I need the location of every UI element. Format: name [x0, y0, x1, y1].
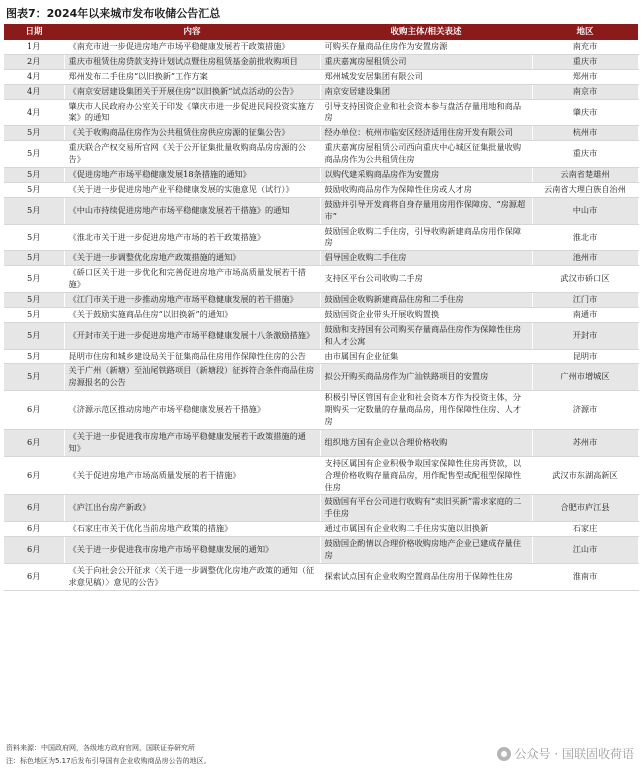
cell-content: 《南充市进一步促进房地产市场平稳健康发展若干政策措施》 — [64, 40, 320, 54]
cell-content: 《关于收购商品住房作为公共租赁住房供应房源的征集公告》 — [64, 126, 320, 141]
cell-content: 关于广州（新塘）至汕尾铁路项目（新塘段）征拆符合条件商品住房房源报名的公告 — [64, 364, 320, 391]
cell-month: 5月 — [4, 307, 64, 322]
cell-content: 《开封市关于进一步促进房地产市场平稳健康发展十八条激励措施》 — [64, 322, 320, 349]
cell-month: 6月 — [4, 456, 64, 495]
cell-content: 《关于进一步调整优化房地产政策措施的通知》 — [64, 251, 320, 266]
cell-content: 《石家庄市关于优化当前房地产政策的措施》 — [64, 522, 320, 537]
cell-region: 南通市 — [532, 307, 638, 322]
cell-subject: 郑州城发安居集团有限公司 — [320, 69, 532, 84]
table-row — [4, 40, 638, 54]
cell-region: 云南省楚雄州 — [532, 168, 638, 183]
cell-content: 《江门市关于进一步推动房地产市场平稳健康发展的若干措施》 — [64, 293, 320, 308]
table-row — [4, 522, 638, 537]
cell-month: 5月 — [4, 126, 64, 141]
cell-subject: 重庆嘉寓房屋租赁公司西向重庆中心城区征集批量收购商品房作为公共租赁住房 — [320, 141, 532, 168]
cell-month: 2月 — [4, 54, 64, 69]
table-row — [4, 126, 638, 141]
cell-subject: 倡导国企收购二手住房 — [320, 251, 532, 266]
footnote: 注：标色地区为5.17后发布引导国有企业收购商品房公告的地区。 — [6, 757, 211, 765]
table-row — [4, 69, 638, 84]
table-row — [4, 429, 638, 456]
cell-month: 6月 — [4, 391, 64, 430]
cell-region: 南充市 — [532, 40, 638, 54]
table-row — [4, 456, 638, 495]
cell-content: 《济源示范区推动房地产市场平稳健康发展若干措施》 — [64, 391, 320, 430]
cell-region: 郑州市 — [532, 69, 638, 84]
cell-content: 《关于进一步促进我市房地产市场平稳健康发展若干政策措施的通知》 — [64, 429, 320, 456]
cell-month: 5月 — [4, 224, 64, 251]
cell-region: 开封市 — [532, 322, 638, 349]
cell-subject: 组织地方国有企业以合理价格收购 — [320, 429, 532, 456]
cell-subject: 由市属国有企业征集 — [320, 349, 532, 364]
header-region: 地区 — [532, 24, 638, 40]
cell-month: 6月 — [4, 429, 64, 456]
wechat-icon — [497, 747, 511, 761]
cell-content: 《关于鼓励实施商品住房“以旧换新”的通知》 — [64, 307, 320, 322]
cell-region: 广州市增城区 — [532, 364, 638, 391]
cell-subject: 以购代建采购商品房作为安置房 — [320, 168, 532, 183]
cell-month: 6月 — [4, 563, 64, 590]
cell-content: 《南京安居建设集团关于开展住房“以旧换新”试点活动的公告》 — [64, 84, 320, 99]
cell-region: 池州市 — [532, 251, 638, 266]
cell-month: 4月 — [4, 99, 64, 126]
cell-region: 苏州市 — [532, 429, 638, 456]
table-row — [4, 197, 638, 224]
cell-region: 昆明市 — [532, 349, 638, 364]
cell-region: 重庆市 — [532, 141, 638, 168]
cell-month: 5月 — [4, 251, 64, 266]
cell-region: 重庆市 — [532, 54, 638, 69]
cell-region: 济源市 — [532, 391, 638, 430]
cell-content: 《庐江出台房产新政》 — [64, 495, 320, 522]
cell-region: 武汉市硚口区 — [532, 266, 638, 293]
table-row — [4, 182, 638, 197]
cell-subject: 支持区平台公司收购二手房 — [320, 266, 532, 293]
watermark — [497, 745, 634, 762]
table-row — [4, 224, 638, 251]
cell-region: 南京市 — [532, 84, 638, 99]
cell-month: 6月 — [4, 537, 64, 564]
cell-month: 5月 — [4, 168, 64, 183]
cell-subject: 鼓励并引导开发商将自身存量用房用作保障房、“房源超市” — [320, 197, 532, 224]
cell-content: 《淮北市关于进一步促进房地产市场的若干政策措施》 — [64, 224, 320, 251]
cell-subject: 鼓励国企收购新建商品住房和二手住房 — [320, 293, 532, 308]
cell-month: 4月 — [4, 69, 64, 84]
table-row — [4, 391, 638, 430]
header-month: 日期 — [4, 24, 64, 40]
cell-month: 5月 — [4, 266, 64, 293]
table-row — [4, 364, 638, 391]
cell-content: 《硚口区关于进一步优化和完善促进房地产市场高质量发展若干措施》 — [64, 266, 320, 293]
cell-content: 肇庆市人民政府办公室关于印发《肇庆市进一步促进民间投资实施方案》的通知 — [64, 99, 320, 126]
cell-month: 6月 — [4, 522, 64, 537]
table-row — [4, 266, 638, 293]
cell-subject: 鼓励国资企业带头开展收购置换 — [320, 307, 532, 322]
cell-content: 《关于进一步促进房地产业平稳健康发展的实施意见（试行）》 — [64, 182, 320, 197]
cell-content: 郑州发布二手住房“以旧换新”工作方案 — [64, 69, 320, 84]
table-row — [4, 54, 638, 69]
table-row — [4, 168, 638, 183]
table-row — [4, 537, 638, 564]
cell-subject: 引导支持国资企业和社会资本参与盘活存量用地和商品房 — [320, 99, 532, 126]
table-row — [4, 99, 638, 126]
cell-content: 《关于进一步促进我市房地产市场平稳健康发展的通知》 — [64, 537, 320, 564]
cell-month: 6月 — [4, 495, 64, 522]
table-body — [4, 40, 638, 590]
cell-region: 肇庆市 — [532, 99, 638, 126]
cell-content: 重庆联合产权交易所官网《关于公开征集批量收购商品房房源的公告》 — [64, 141, 320, 168]
figure-title: 图表7：2024年以来城市发布收储公告汇总 — [6, 7, 221, 20]
cell-content: 《关于向社会公开征求〈关于进一步调整优化房地产政策的通知（征求意见稿）〉意见的公告》 — [64, 563, 320, 590]
cell-subject: 经办单位：杭州市临安区经济适用住房开发有限公司 — [320, 126, 532, 141]
table-row — [4, 322, 638, 349]
source-note: 资料来源：中国政府网，各级地方政府官网，国联证券研究所 — [6, 744, 195, 752]
header-content: 内容 — [64, 24, 320, 40]
cell-content: 重庆市租赁住房贷款支持计划试点暨住房租赁基金前批收购项目 — [64, 54, 320, 69]
cell-region: 淮南市 — [532, 563, 638, 590]
cell-region: 江门市 — [532, 293, 638, 308]
cell-month: 5月 — [4, 182, 64, 197]
cell-subject: 支持区属国有企业积极争取国家保障性住房再贷款，以合理价格收购存量商品房，用作配售型或配租型保障性住房 — [320, 456, 532, 495]
cell-subject: 鼓励国企收购二手住房，引导收购新建商品房用作保障房 — [320, 224, 532, 251]
cell-month: 5月 — [4, 293, 64, 308]
table-row — [4, 251, 638, 266]
cell-subject: 鼓励收购商品房作为保障性住房或人才房 — [320, 182, 532, 197]
table-row — [4, 293, 638, 308]
cell-month: 5月 — [4, 364, 64, 391]
cell-subject: 鼓励国企酌情以合理价格收购房地产企业已建成存量住房 — [320, 537, 532, 564]
cell-content: 《关于促进房地产市场高质量发展的若干措施》 — [64, 456, 320, 495]
cell-content: 《促进房地产市场平稳健康发展18条措施的通知》 — [64, 168, 320, 183]
table-row — [4, 349, 638, 364]
cell-region: 淮北市 — [532, 224, 638, 251]
cell-content: 昆明市住房和城乡建设局关于征集商品住房用作保障性住房的公告 — [64, 349, 320, 364]
cell-subject: 重庆嘉寓房屋租赁公司 — [320, 54, 532, 69]
policy-table — [4, 24, 639, 591]
cell-region: 杭州市 — [532, 126, 638, 141]
cell-month: 5月 — [4, 141, 64, 168]
cell-subject: 拟公开购买商品房作为广汕铁路项目的安置房 — [320, 364, 532, 391]
cell-subject: 南京安居建设集团 — [320, 84, 532, 99]
table-row — [4, 141, 638, 168]
cell-region: 石家庄 — [532, 522, 638, 537]
cell-subject: 积极引导区管国有企业和社会资本方作为投资主体，分期购买一定数量的存量商品房，用作保障性住房、人才房 — [320, 391, 532, 430]
table-header-row — [4, 24, 638, 40]
watermark-text: 公众号 · 国联固收荷语 — [514, 747, 634, 761]
cell-subject: 鼓励国有平台公司进行收购有“卖旧买新”需求家庭的二手住房 — [320, 495, 532, 522]
table-row — [4, 563, 638, 590]
table-row — [4, 495, 638, 522]
cell-subject: 可购买存量商品住房作为安置房源 — [320, 40, 532, 54]
cell-region: 合肥市庐江县 — [532, 495, 638, 522]
cell-month: 4月 — [4, 84, 64, 99]
cell-month: 5月 — [4, 349, 64, 364]
header-subject: 收购主体/相关表述 — [320, 24, 532, 40]
cell-region: 江山市 — [532, 537, 638, 564]
cell-region: 武汉市东湖高新区 — [532, 456, 638, 495]
cell-month: 5月 — [4, 197, 64, 224]
table-row — [4, 307, 638, 322]
cell-subject: 探索试点国有企业收购空置商品住房用于保障性住房 — [320, 563, 532, 590]
cell-subject: 鼓励和支持国有公司购买存量商品住房作为保障性住房和人才公寓 — [320, 322, 532, 349]
cell-month: 1月 — [4, 40, 64, 54]
cell-subject: 通过市属国有企业收购二手住房实施以旧换新 — [320, 522, 532, 537]
table-row — [4, 84, 638, 99]
cell-month: 5月 — [4, 322, 64, 349]
cell-content: 《中山市持续促进房地产市场平稳健康发展若干措施》的通知 — [64, 197, 320, 224]
cell-region: 云南省大理白族自治州 — [532, 182, 638, 197]
cell-region: 中山市 — [532, 197, 638, 224]
